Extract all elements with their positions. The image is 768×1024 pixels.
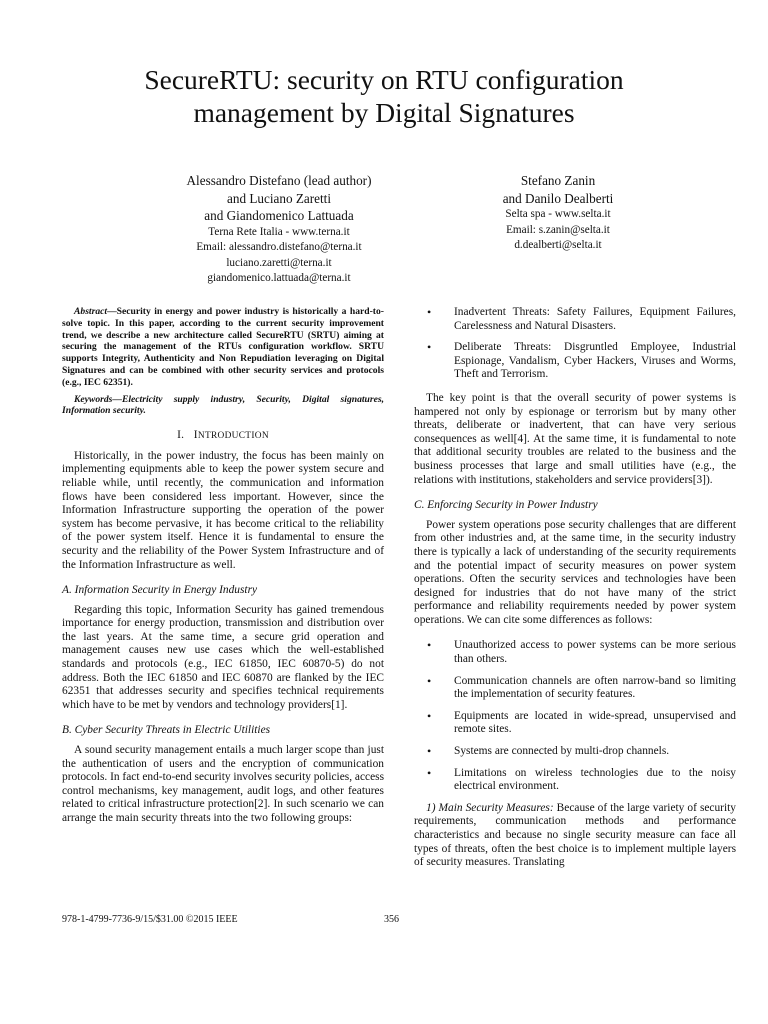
list-item: • Equipments are located in wide-spread, unsupervised and remote sites.: [414, 710, 736, 737]
section-heading-introduction: [62, 429, 384, 444]
abstract-label: Abstract: [74, 306, 108, 317]
keywords: Keywords—Electricity supply industry, Security, Digital signatures, Information security.: [62, 393, 384, 417]
author-block-right: [408, 172, 708, 254]
list-item: • Limitations on wireless technologies due to the noisy electrical environment.: [414, 767, 736, 794]
abstract-text: —Security in energy and power industry is historically a hard-to-solve topic. In this paper, according to the current security improvement trend, we describe a new architecture called SecureRTU (SRTU) aiming at securing the management of the RTUs configuration workflow. SRTU supports Integrity, Authenticity and Non Repudiation leveraging on Digital Signatures and can be combined with other security services and protocols (e.g., IEC 62351).: [62, 306, 384, 388]
list-item: • Inadvertent Threats: Safety Failures, Equipment Failures, Carelessness and Natural Disasters.: [414, 306, 736, 333]
title-line-2: management by Digital Signatures: [193, 97, 575, 128]
left-column: [62, 306, 384, 826]
differences-list: [414, 639, 736, 793]
keypoint-paragraph: The key point is that the overall security of power systems is hampered not only by espionage or terrorism but by many other threats, deliberate or inadvertent, that can have very serious consequences as well[4]. At the same time, it is fundamental to note that additional security troubles are related to the business and the business processes that large and small utilities have (e.g., the relations with institutions, stakeholders and service providers[3]).: [414, 391, 736, 486]
intro-paragraph: Historically, in the power industry, the focus has been mainly on implementing equipments able to keep the power system secure and reliable while, until recently, the communication and information flows have been considered less important. However, since the Information Infrastructure supporting the operation of the power system has become pervasive, it has become critical to the reliability of the power system itself. Hence it is fundamental to ensure the security and the reliability of the Power System Infrastructure and of the Information Infrastructure as well.: [62, 449, 384, 571]
list-item: • Communication channels are often narrow-band so limiting the implementation of security features.: [414, 675, 736, 702]
section-number: I.: [177, 429, 185, 442]
footer-isbn: 978-1-4799-7736-9/15/$31.00 ©2015 IEEE: [62, 914, 238, 925]
measures-heading: 1) Main Security Measures:: [426, 801, 554, 814]
title-line-1: SecureRTU: security on RTU configuration: [144, 64, 624, 95]
subsection-heading-c: C. Enforcing Security in Power Industry: [414, 499, 598, 512]
section-title-initial: I: [193, 429, 198, 442]
author-name-1: Alessandro Distefano (lead author): [186, 173, 372, 188]
list-item: • Unauthorized access to power systems can be more serious than others.: [414, 639, 736, 666]
subsection-heading-b: B. Cyber Security Threats in Electric Utilities: [62, 724, 271, 737]
threats-list: [414, 306, 736, 382]
author-email: Email: s.zanin@selta.it: [506, 223, 610, 236]
measures-text: Because of the large variety of security requirements, communication methods and performance characteristics and because no single security measure can face all types of threats, often the best choice is to implement multiple layers of security measures. Translating: [414, 801, 737, 869]
author-email: d.dealberti@selta.it: [514, 239, 602, 251]
abstract: [62, 306, 384, 389]
author-email: giandomenico.lattuada@terna.it: [207, 272, 351, 284]
author-email: luciano.zaretti@terna.it: [226, 256, 332, 269]
author-affiliation: Terna Rete Italia - www.terna.it: [208, 225, 350, 238]
subsection-heading-a: A. Information Security in Energy Industry: [62, 584, 258, 597]
author-name-1: Stefano Zanin: [520, 173, 596, 188]
author-name-2: and Danilo Dealberti: [502, 190, 614, 206]
footer-page-number: 356: [384, 914, 399, 925]
subsection-b-paragraph: A sound security management entails a much larger scope than just the authentication of users and the encryption of communication protocols. In fact end-to-end security involves security policies, access control mechanisms, key management, audit logs, and other features related to critical infrastructure protection[2]. In such scenario we can arrange the main security threats into the two following groups:: [62, 744, 384, 825]
measures-paragraph: [414, 802, 736, 870]
author-affiliation: Selta spa - www.selta.it: [505, 208, 611, 220]
author-name-3: and Giandomenico Lattuada: [204, 208, 354, 223]
subsection-c-paragraph: Power system operations pose security challenges that are different from other industries and, at the same time, in the security industry there is typically a lack of understanding of the security requirements and the potential impact of security measures on power system operations. Often the security services and technologies have been designed for industries that do not have many of the strict performance and reliability requirements needed by power system operations. We can cite some differences as follows:: [414, 518, 736, 626]
list-item: • Systems are connected by multi-drop channels.: [414, 745, 736, 759]
section-title-rest: NTRODUCTION: [197, 431, 269, 442]
list-item: • Deliberate Threats: Disgruntled Employee, Industrial Espionage, Vandalism, Cyber Hackers, Viruses and Worms, Theft and Terrorism.: [414, 341, 736, 382]
subsection-a-paragraph: Regarding this topic, Information Security has gained tremendous importance for energy production, transmission and distribution over the last years. At the same time, a secure grid operation and management causes new use cases which the well-established standards and protocols (e.g., IEC 61850, IEC 60870-5) do not address. Both the IEC 61850 and IEC 60870 are flanked by the IEC 62351 that addresses security and specifies technical requirements which have to be met by vendors and technology providers[1].: [62, 603, 384, 711]
right-column: [414, 306, 736, 870]
author-block-left: [129, 172, 429, 287]
paper-title: [0, 63, 768, 129]
author-email: Email: alessandro.distefano@terna.it: [196, 241, 362, 253]
author-name-2: and Luciano Zaretti: [227, 190, 331, 206]
